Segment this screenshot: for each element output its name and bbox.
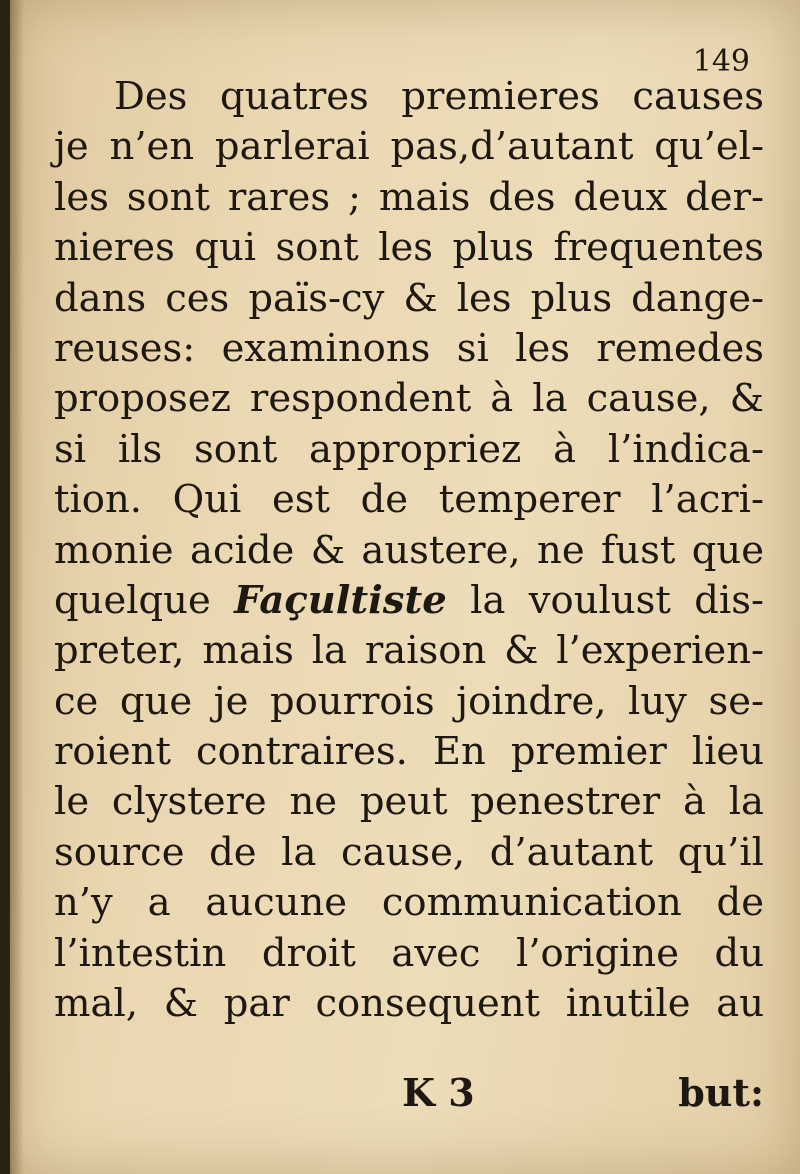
text-line: je n’en parlerai pas,d’autant qu’el- — [54, 124, 764, 170]
text-line: l’intestin droit avec l’origine du — [54, 930, 764, 976]
text-line: si ils sont appropriez à l’indica- — [54, 426, 764, 472]
page-footer — [54, 1070, 764, 1124]
text-line-with-emphasis — [54, 576, 764, 626]
text-segment: quelque — [54, 577, 211, 623]
text-line: roient contraires. En premier lieu — [54, 729, 764, 775]
page-number: 149 — [692, 44, 750, 79]
text-line: n’y a aucune communication de — [54, 880, 764, 926]
book-page — [10, 0, 800, 1174]
body-text — [54, 72, 764, 1029]
signature-mark: K 3 — [402, 1070, 475, 1115]
text-line: reuses: examinons si les remedes — [54, 325, 764, 371]
text-line: dans ces païs-cy & les plus dange- — [54, 275, 764, 321]
text-line: ce que je pourrois joindre, luy se- — [54, 678, 764, 724]
text-line: monie acide & austere, ne fust que — [54, 527, 764, 573]
text-line: source de la cause, d’autant qu’il — [54, 829, 764, 875]
text-line: preter, mais la raison & l’experien- — [54, 628, 764, 674]
emphasized-word: Façultiste — [234, 577, 447, 623]
text-line: proposez respondent à la cause, & — [54, 376, 764, 422]
text-line: les sont rares ; mais des deux der- — [54, 174, 764, 220]
text-segment: la voulust dis- — [470, 577, 764, 623]
catchword: but: — [678, 1070, 764, 1115]
text-line: le clystere ne peut penestrer à la — [54, 779, 764, 825]
text-line: nieres qui sont les plus frequentes — [54, 225, 764, 271]
text-line: mal, & par consequent inutile au — [54, 981, 764, 1027]
text-line: Des quatres premieres causes — [114, 74, 764, 119]
text-line: tion. Qui est de temperer l’acri- — [54, 477, 764, 523]
